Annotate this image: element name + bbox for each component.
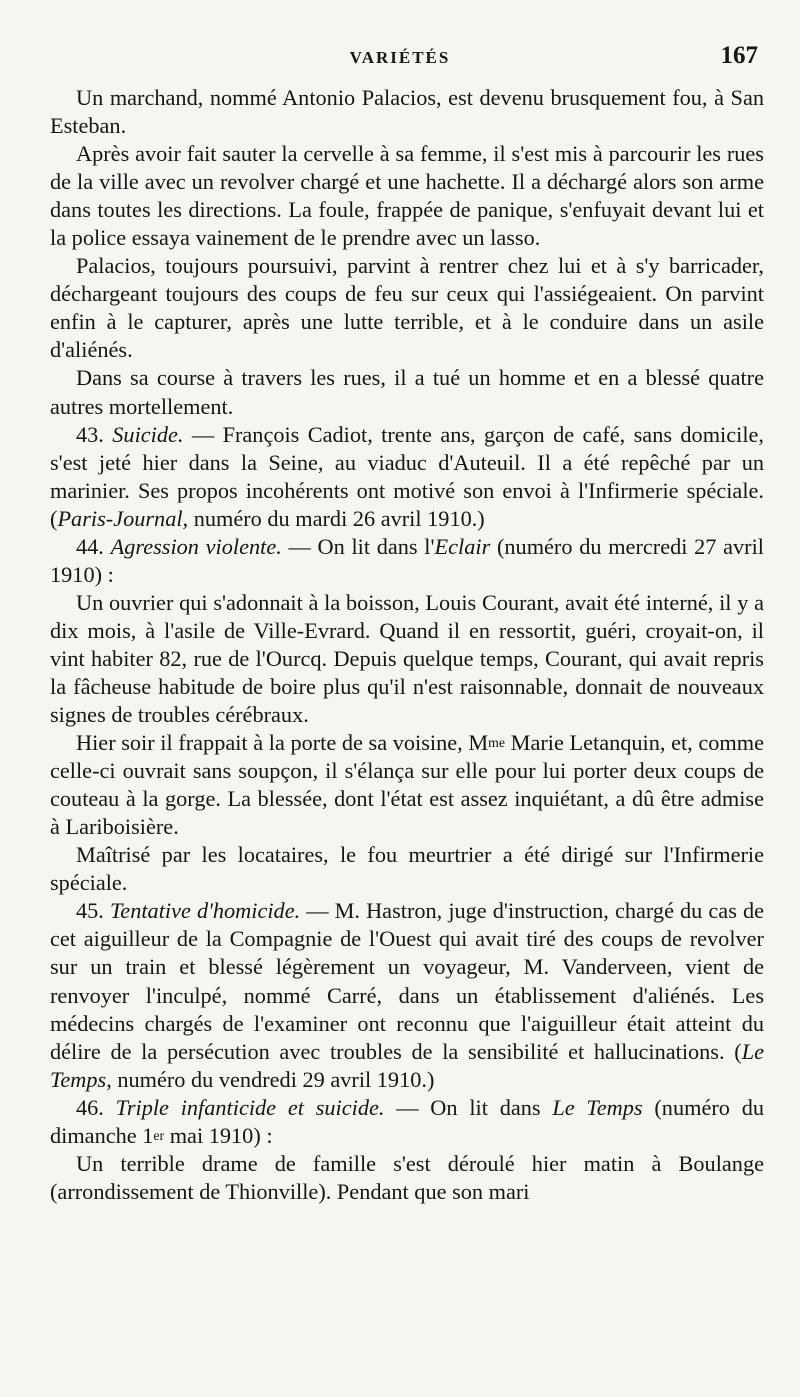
paragraph-p9 [50,841,764,897]
text-segment: — François Cadiot, trente ans, garçon de café, sans domicile, s'est jeté hier dans la Seine, au viaduc d'Auteuil. Il a été repêché par un marinier. Ses propos incohérents ont motivé son envoi à l'Infirmerie spéciale. ( [50,421,765,531]
running-head: VARIÉTÉS [349,48,451,67]
italic-segment: Triple infanticide et suicide. [115,1094,385,1120]
paragraph-p12 [50,1150,764,1206]
text-segment: Un marchand, nommé Antonio Palacios, est devenu brusquement fou, à San Esteban. [50,85,764,139]
text-segment: Maîtrisé par les locataires, le fou meurtrier a été dirigé sur l'Infirmerie spéciale. [50,842,764,896]
text-segment: , numéro du vendredi 29 avril 1910.) [106,1066,435,1092]
text-segment: 44. [76,533,111,559]
italic-segment: Le Temps [50,1038,764,1092]
text-segment: 43. [76,421,113,447]
text-segment: (numéro du mercredi 27 avril 1910) : [50,533,764,587]
text-segment: — M. Hastron, juge d'instruction, chargé du cas de cet aiguilleur de la Compagnie de l'Ouest qui avait tiré des coups de revolver sur un train et blessé légèrement un voyageur, M. Vanderveen, vient de renvoyer l'inculpé, nommé Carré, dans un établissement d'aliénés. Les médecins chargés de l'examiner ont reconnu que l'aiguilleur était atteint du délire de la persécution avec troubles de la sensibilité et hallucinations. ( [50,898,764,1064]
text-segment: Dans sa course à travers les rues, il a tué un homme et en a blessé quatre autres mortellement. [50,365,764,419]
text-segment: Palacios, toujours poursuivi, parvint à rentrer chez lui et à s'y barricader, déchargeant toujours des coups de feu sur ceux qui l'assiégeaient. On parvint enfin à le capturer, après une lutte terrible, et à le conduire dans un asile d'aliénés. [50,253,764,363]
italic-segment: Eclair [434,533,491,559]
text-segment: Marie Letanquin, et, comme celle-ci ouvrait sans soupçon, il s'élança sur elle pour lui porter deux coups de couteau à la gorge. La blessée, dont l'état est assez inquiétant, a dû être admise à Lariboisière. [50,730,764,840]
paragraph-p4 [50,364,764,420]
page-number: 167 [720,42,758,69]
paragraph-p1 [50,84,764,140]
paragraph-p5-item-43 [50,421,764,533]
italic-segment: Paris-Journal, [57,505,189,531]
page-body [50,84,764,1206]
paragraph-p11-item-46 [50,1094,764,1150]
paragraph-p7 [50,589,764,729]
superscript-segment: me [488,735,506,751]
text-segment: numéro du mardi 26 avril 1910.) [188,505,485,531]
text-segment: — On lit dans [384,1094,553,1120]
italic-segment: Tentative d'homicide. [109,898,301,924]
paragraph-p8 [50,729,764,841]
text-segment: 46. [76,1094,116,1120]
italic-segment: Le Temps [552,1094,643,1120]
superscript-segment: er [153,1127,165,1143]
paragraph-p3 [50,252,764,364]
text-segment: (numéro du dimanche 1 [50,1094,764,1148]
text-segment: Hier soir il frappait à la porte de sa voisine, M [76,730,489,756]
page-header [0,42,800,82]
italic-segment: Agression violente. [110,533,282,559]
text-segment: mai 1910) : [164,1122,273,1148]
text-segment: Un terrible drame de famille s'est déroulé hier matin à Boulange (arrondissement de Thionville). Pendant que son mari [50,1150,764,1204]
text-segment: — On lit dans l' [281,533,435,559]
text-segment: 45. [76,898,110,924]
paragraph-p6-item-44 [50,533,764,589]
paragraph-p2 [50,140,764,252]
italic-segment: Suicide. [112,421,184,447]
text-segment: Après avoir fait sauter la cervelle à sa femme, il s'est mis à parcourir les rues de la ville avec un revolver chargé et une hachette. Il a déchargé alors son arme dans toutes les directions. La foule, frappée de panique, s'enfuyait devant lui et la police essaya vainement de le prendre avec un lasso. [50,141,764,251]
paragraph-p10-item-45 [50,897,764,1093]
text-segment: Un ouvrier qui s'adonnait à la boisson, Louis Courant, avait été interné, il y a dix mois, à l'asile de Ville-Evrard. Quand il en ressortit, guéri, croyait-on, il vint habiter 82, rue de l'Ourcq. Depuis quelque temps, Courant, qui avait repris la fâcheuse habitude de boire plus qu'il n'est raisonnable, donnait de nouveaux signes de troubles cérébraux. [50,589,764,728]
